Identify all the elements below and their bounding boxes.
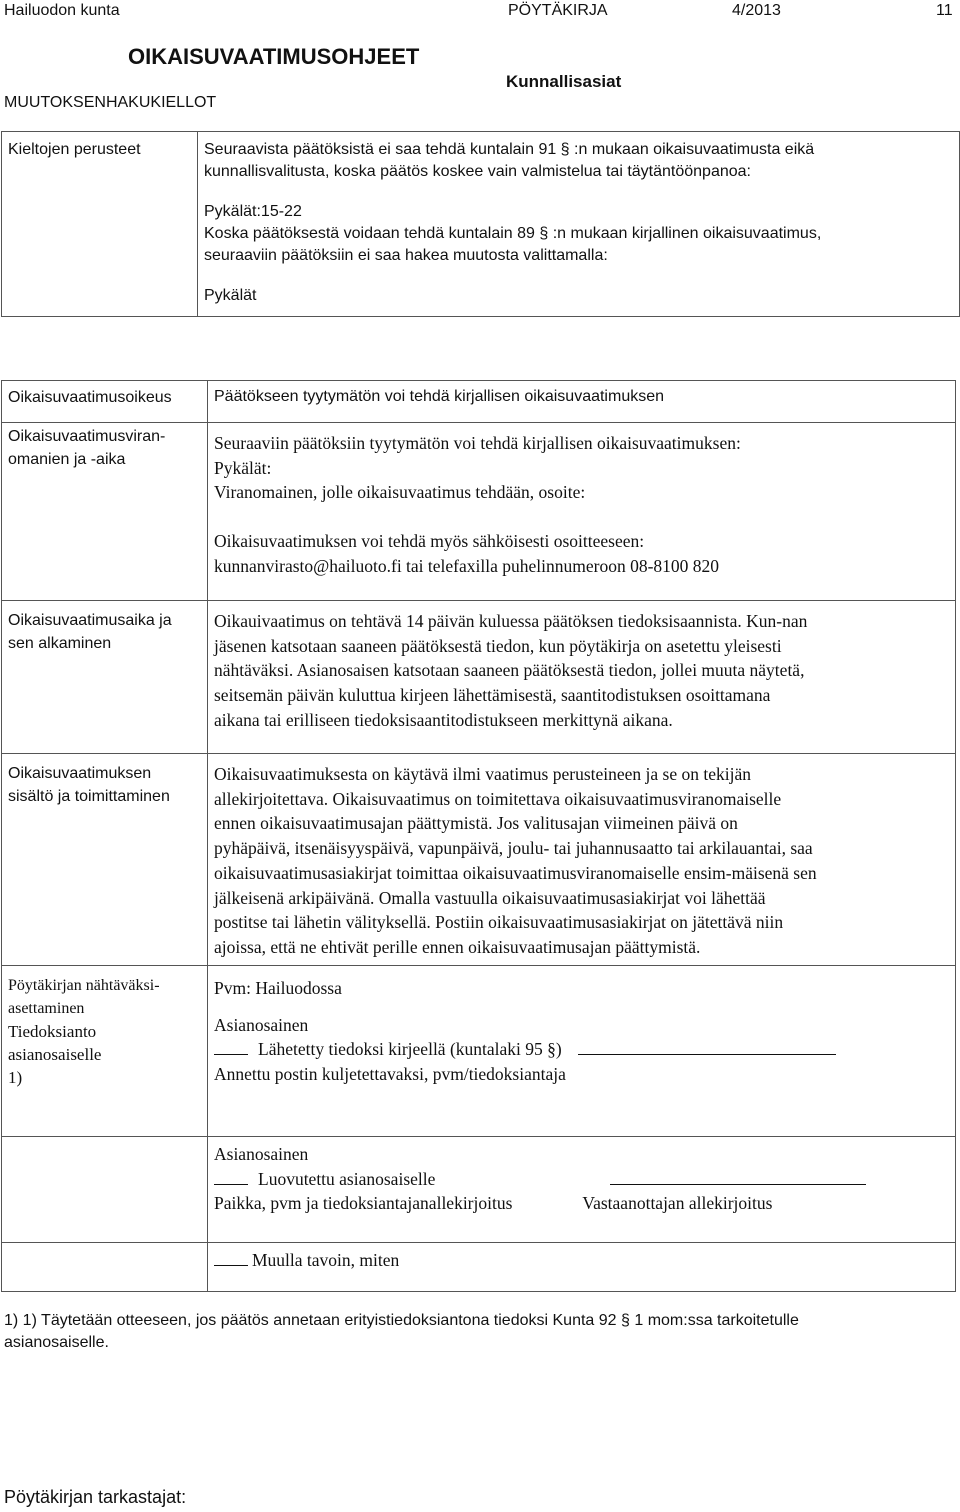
label-appeal-content: Oikaisuvaatimuksen sisältö ja toimittaminen (2, 754, 208, 966)
label-kieltojen-perusteet: Kieltojen perusteet (2, 132, 198, 317)
appeal-content-text-2: allekirjoitettava. Oikaisuvaatimus on toimitettava oikaisuvaatimusviranomaiselle (214, 788, 782, 809)
notifier-signature-label: Paikka, pvm ja tiedoksiantajanallekirjoitus (214, 1193, 513, 1214)
authority-content (208, 423, 956, 601)
appeal-content-text-6: jälkeisenä arkipäivänä. Omalla vastuulla oikaisuvaatimusasiakirjat voi lähettää (214, 887, 766, 908)
handed-over-text: Luovutettu asianosaiselle (258, 1168, 436, 1189)
checkbox-line-handed[interactable] (214, 1167, 248, 1185)
authority-text-2: Pykälät: (214, 457, 272, 478)
handed-over-line (214, 1167, 955, 1192)
other-method-text: Muulla tavoin, miten (252, 1250, 400, 1270)
appeal-period-content (208, 601, 956, 754)
authority-email-fax: kunnanvirasto@hailuoto.fi tai telefaxilla puhelinnumeroon 08-8100 820 (214, 555, 720, 576)
appeal-content-text-3: ennen oikaisuvaatimusajan päättymistä. Jos valitusajan viimeinen päivä on (214, 813, 738, 834)
receiver-signature-label: Vastaanottajan allekirjoitus (582, 1193, 773, 1214)
restrictions-text-4: seuraaviin päätöksiin ei saa hakea muutosta valittamalla: (204, 247, 608, 264)
block-appeal-instructions (1, 380, 956, 1292)
block-restrictions (1, 131, 960, 317)
checkbox-line-sent[interactable] (214, 1037, 248, 1055)
appeal-period-text-3: nähtäväksi. Asianosaisen katsotaan saaneen päätöksestä tiedon, jollei muuta näytetä, (214, 660, 805, 681)
label-empty-2 (2, 1243, 208, 1292)
footnote-line-1: 1) 1) Täytetään otteeseen, jos päätös annetaan erityistiedoksiantona tiedoksi Kunta 92 § 1 mom:ssa tarkoitetulle (4, 1312, 799, 1329)
restrictions-text-1: Seuraavista päätöksistä ei saa tehdä kuntalain 91 § :n mukaan oikaisuvaatimusta eikä (204, 141, 815, 158)
signature-labels-line (214, 1191, 955, 1216)
sent-by-letter-line (214, 1037, 955, 1062)
appeal-content-text-1: Oikaisuvaatimuksesta on käytävä ilmi vaatimus perusteineen ja se on tekijän (214, 764, 752, 784)
header-number: 4/2013 (732, 2, 781, 19)
appeal-period-text-5: aikana tai erilliseen tiedoksisaantitodistukseen merkittynä aikana. (214, 709, 673, 730)
authority-text-3: Viranomainen, jolle oikaisuvaatimus tehdään, osoite: (214, 482, 586, 503)
party-label-2: Asianosainen (214, 1144, 309, 1164)
label-empty (2, 1137, 208, 1243)
appeal-period-text-4: seitsemän päivän kuluttua kirjeen lähettämisestä, saantitodistuksen osoittamana (214, 685, 771, 706)
party-label-1: Asianosainen (214, 1014, 309, 1035)
sent-by-letter-text: Lähetetty tiedoksi kirjeellä (kuntalaki 95 §) (258, 1039, 562, 1060)
checkbox-line-other[interactable] (214, 1248, 248, 1266)
header-org: Hailuodon kunta (4, 2, 120, 19)
notification-content (208, 966, 956, 1137)
authority-text-4: Oikaisuvaatimuksen voi tehdä myös sähköisesti osoitteeseen: (214, 531, 645, 552)
appeal-content-text (208, 754, 956, 966)
appeal-period-text-2: jäsenen katsotaan saaneen päätöksestä tiedon, kun pöytäkirja on asetettu yleisesti (214, 635, 782, 656)
restrictions-text-3: Koska päätöksestä voidaan tehdä kuntalain 89 § :n mukaan kirjallinen oikaisuvaatimus, (204, 225, 822, 242)
footnote (4, 1310, 956, 1354)
notification-date-place: Pvm: Hailuodossa (214, 978, 342, 998)
label-oikaisuvaatimusoikeus: Oikaisuvaatimusoikeus (2, 381, 208, 423)
minutes-inspectors-label: Pöytäkirjan tarkastajat: (4, 1487, 187, 1507)
authority-text-1: Seuraaviin päätöksiin tyytymätön voi tehdä kirjallisen oikaisuvaatimuksen: (214, 433, 741, 453)
header-doc-type: PÖYTÄKIRJA (508, 2, 608, 19)
appeal-content-text-7: postitse tai lähetin välityksellä. Postiin oikaisuvaatimusasiakirjat on jätettävä niin (214, 912, 784, 933)
label-authority: Oikaisuvaatimusviran- omanien ja -aika (2, 423, 208, 601)
appeal-content-text-4: pyhäpäivä, itsenäisyyspäivä, vapunpäivä, joulu- tai juhannusaatto tai arkilauantai, saa (214, 838, 813, 859)
sections-list-1: Pykälät:15-22 (204, 203, 302, 220)
other-method-content (208, 1243, 956, 1292)
appeal-right-text: Päätökseen tyytymätön voi tehdä kirjallisen oikaisuvaatimuksen (208, 381, 956, 423)
restrictions-content (198, 132, 960, 317)
signature-line-sent[interactable] (578, 1037, 836, 1055)
posted-text: Annettu postin kuljetettavaksi, pvm/tiedoksiantaja (214, 1064, 566, 1085)
sections-list-2: Pykälät (204, 287, 257, 304)
appeal-period-text-1: Oikauivaatimus on tehtävä 14 päivän kuluessa päätöksen tiedoksisaannista. Kun-nan (214, 611, 808, 631)
label-appeal-period: Oikaisuvaatimusaika ja sen alkaminen (2, 601, 208, 754)
footnote-line-2: asianosaiselle. (4, 1334, 109, 1351)
appeal-content-text-8: ajoissa, että ne ehtivät perille ennen oikaisuvaatimusajan päättymistä. (214, 936, 701, 957)
main-title: OIKAISUVAATIMUSOHJEET (128, 44, 420, 69)
signature-line-receiver[interactable] (610, 1167, 866, 1185)
restrictions-text-2: kunnallisvalitusta, koska päätös koskee vain valmistelua tai täytäntöönpanoa: (204, 163, 751, 180)
header-page: 11 (936, 2, 953, 19)
section-title: MUUTOKSENHAKUKIELLOT (4, 94, 217, 111)
label-notification: Pöytäkirjan nähtäväksi- asettaminen Tiedoksianto asianosaiselle 1) (2, 966, 208, 1137)
handover-content (208, 1137, 956, 1243)
side-title: Kunnallisasiat (506, 72, 622, 91)
appeal-content-text-5: oikaisuvaatimusasiakirjat toimittaa oikaisuvaatimusviranomaiselle ensim-mäisenä sen (214, 862, 817, 883)
